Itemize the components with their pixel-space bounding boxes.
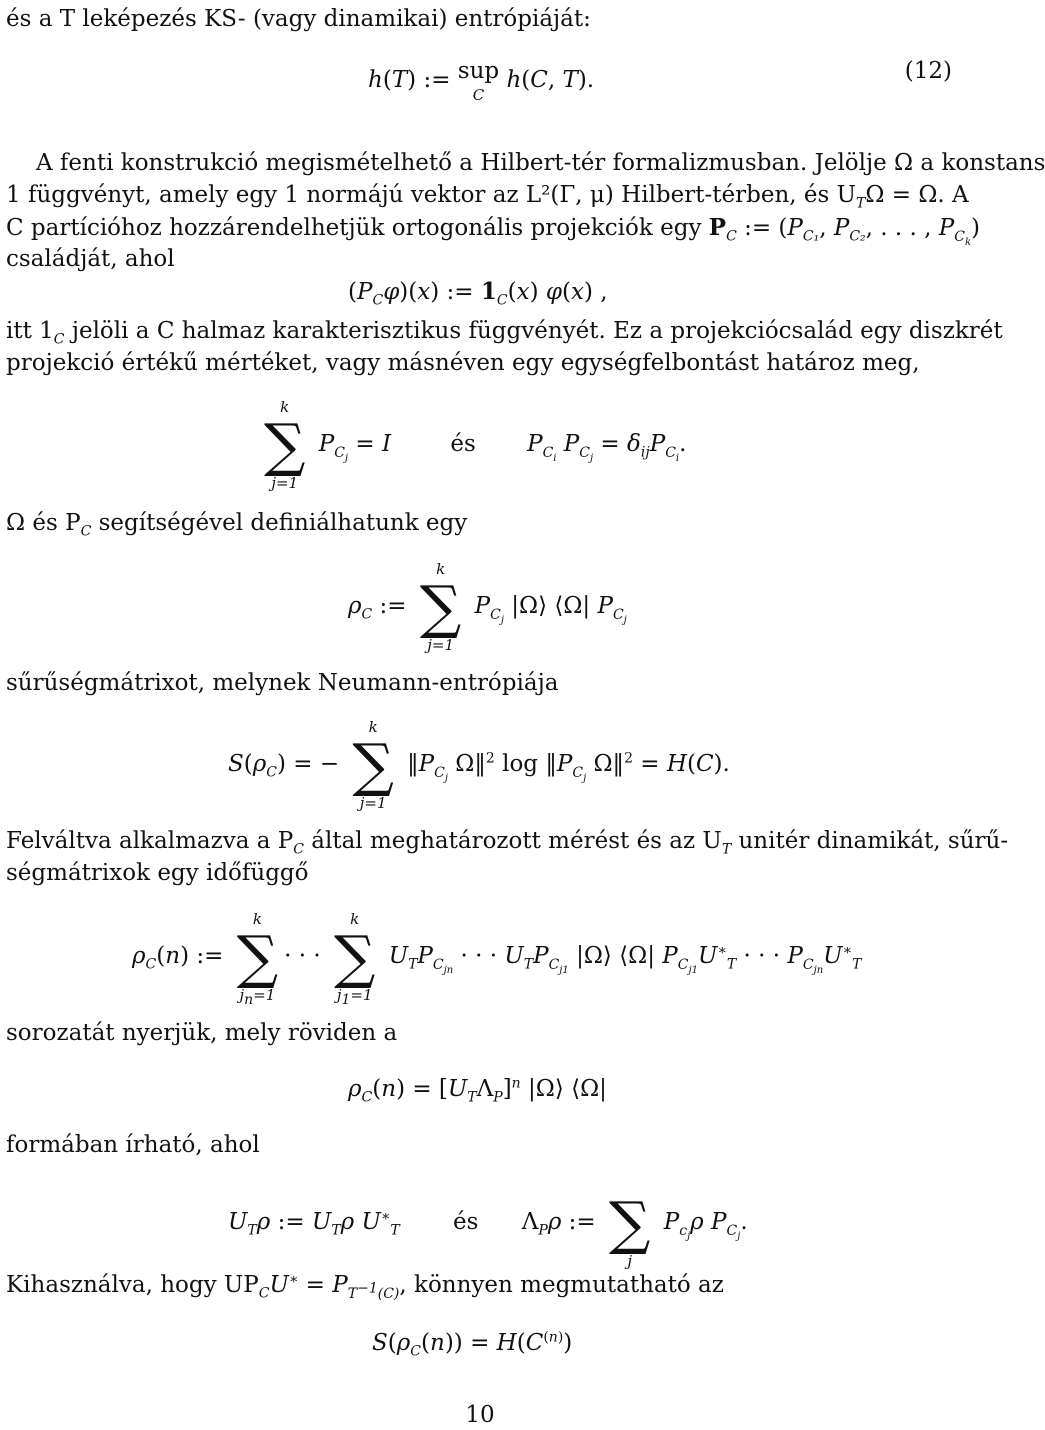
entropy-equation: $S(\rho_C)$ = − k ∑ j=1 $‖P_{C_j}$ Ω‖$^2$ $\log ‖P_{C_j}$ Ω‖$^2$ = H(C). [228,718,730,812]
paragraph-text: , könnyen megmutatható az [399,1272,724,1298]
paragraph-line: Ω és $P_C$ segítségével definiálhatunk egy [6,510,468,540]
paragraph-line: formában írható, ahol [6,1132,260,1158]
density-matrix-equation: $\rho_C$ := k ∑ j=1 $P_{C_j}$ |Ω⟩ ⟨Ω| $P_{C_j}$ [348,560,627,654]
projection-definition: $(P_C\varphi)(x)$ := $1_C(x)$ φ(x) , [348,278,608,309]
paragraph-text: jelöli a C halmaz karakterisztikus függvényét. Ez a projekciócsalád egy diszkrét [71,318,1003,344]
paragraph-line: Kihasználva, hogy $UP_CU^∗ = P_{T^{-1}(C)}$, könnyen megmutatható az [6,1271,724,1302]
operator-definitions: $U_T\rho$ := $U_T\rho$ $U^∗_T$ és $\Lambda_P\rho$ := ∑ j $P_{c_j}\rho$ $P_{C_j}$. [228,1189,748,1270]
equation-number: (12) [904,58,952,84]
paragraph-line: ségmátrixok egy időfüggő [6,860,309,886]
paragraph-line: C partícióhoz hozzárendelhetjük ortogonális projekciók egy $P_C$ := ($P_{C_1}$, $P_{C_2}$, . . . , $P_{C_k}$) [6,214,981,248]
paragraph-line: sorozatát nyerjük, mely röviden a [6,1020,398,1046]
paragraph-line: Felváltva alkalmazva a $P_C$ által meghatározott mérést és az $U_T$ unitér dinamikát, sűrű- [6,828,1009,858]
paragraph-text: Ω és P [6,510,81,536]
entropy-sequence-equation: $S(\rho_C(n)) = H(C^{(n)})$ [372,1329,573,1360]
paragraph-text: unitér dinamikát, sűrű- [738,828,1009,854]
paragraph-line: sűrűségmátrixot, melynek Neumann-entrópiája [6,670,559,696]
paragraph-text: C partícióhoz hozzárendelhetjük ortogonális projekciók egy [6,215,702,241]
paragraph-text: 1 függvényt, amely egy 1 normájú vektor az L²(Γ, μ) Hilbert-térben, és U [6,182,857,208]
es-word: és [450,431,476,457]
page-number: 10 [465,1402,495,1428]
es-word: és [453,1209,479,1235]
paragraph-text: által meghatározott mérést és az U [311,828,722,854]
paragraph-line: 1 függvényt, amely egy 1 normájú vektor az L²(Γ, μ) Hilbert-térben, és $U_T\Omega = \Omega$. A [6,182,969,212]
paragraph-text: Felváltva alkalmazva a P [6,828,294,854]
paragraph-line: családját, ahol [6,246,175,272]
identity-resolution: k ∑ j=1 $P_{C_j} = I$ és $P_{C_i}$ $P_{C_j} = \delta_{ij}P_{C_i}$. [264,398,687,492]
equation-12: h(T) := sup C h(C, T). [368,58,595,104]
paragraph-line: itt $1_C$ jelöli a C halmaz karakterisztikus függvényét. Ez a projekciócsalád egy diszkrét [6,318,1003,348]
compact-form-equation: $\rho_C(n) = [U_T\Lambda_P]^n$ |Ω⟩ ⟨Ω| [348,1075,607,1106]
time-dependent-equation: $\rho_C(n)$ := k ∑ $j_n=1$ · · · k ∑ $j_1=1$ $U_TP_{C_{jn}}$ · · · $U_TP_{C_{j1}}$ |Ω⟩ ⟨Ω| $P_{C_{j1}}U^∗_T$ · · · $P_{C_{jn}}U^∗_T$ [132,910,862,1008]
paragraph-line: projekció értékű mértéket, vagy másnéven egy egységfelbontást határoz meg, [6,350,920,376]
intro-line: és a T leképezés KS- (vagy dinamikai) entrópiáját: [6,6,591,32]
paragraph-text: Kihasználva, hogy UP [6,1272,259,1298]
paragraph-line: A fenti konstrukció megismételhető a Hilbert-tér formalizmusban. Jelölje Ω a konstans [36,150,1045,176]
paragraph-text: segítségével definiálhatunk egy [98,510,468,536]
paragraph-text: itt 1 [6,318,54,344]
